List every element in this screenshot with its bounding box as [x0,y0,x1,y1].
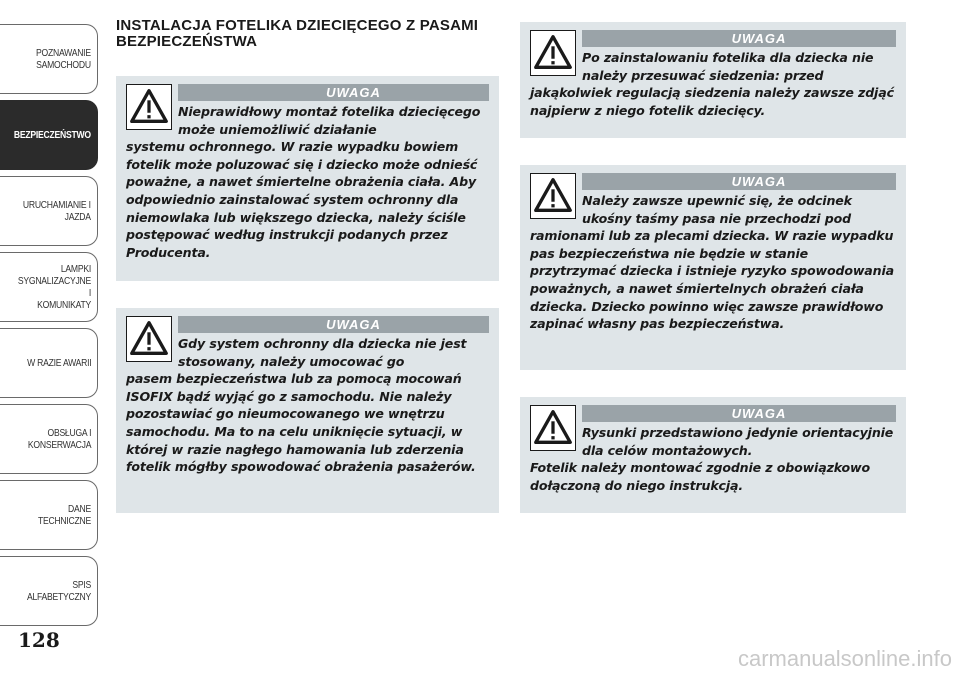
warning-header: UWAGA [178,316,489,333]
warning-box-4 [520,165,906,370]
warning-triangle-icon [530,405,576,451]
page-number: 128 [18,628,60,652]
warning-box-1 [116,76,499,281]
warning-body: jakąkolwiek regulacją siedzenia należy zawsze zdjąć najpierw z niego fotelik dziecięcy. [530,85,894,118]
warning-lead: Po zainstalowaniu fotelika dla dziecka nie należy przesuwać siedzenia: przed [582,50,874,83]
tab-w-razie-awarii[interactable]: W RAZIE AWARII [0,328,98,398]
section-title: INSTALACJA FOTELIKA DZIECIĘCEGO Z PASAMI BEZPIECZEŃSTWA [116,17,479,50]
warning-body: systemu ochronnego. W razie wypadku bowiem fotelik może poluzować się i dziecko może odnieść poważne, a nawet śmiertelne obrażenia ciała. Aby odpowiednio zainstalować system ochronny dla niemowlaka lub większego dziecka, należy ściśle postępować według instrukcji podanych przez Producenta. [126,139,478,260]
warning-header: UWAGA [582,405,896,422]
tab-bezpieczenstwo[interactable]: BEZPIECZEŃSTWO [0,100,98,170]
tab-uruchamianie-i-jazda[interactable]: URUCHAMIANIE I JAZDA [0,176,98,246]
warning-lead: Gdy system ochronny dla dziecka nie jest stosowany, należy umocować go [178,336,467,369]
warning-header: UWAGA [582,173,896,190]
warning-lead: Rysunki przedstawiono jedynie orientacyjnie dla celów montażowych. [582,425,894,458]
warning-triangle-icon [530,173,576,219]
tab-poznawanie-samochodu[interactable]: POZNAWANIE SAMOCHODU [0,24,98,94]
warning-body: ramionami lub za plecami dziecka. W razie wypadku pas bezpieczeństwa nie będzie w stanie przytrzymać dziecka i istnieje ryzyko spowodowania poważnych, a nawet śmiertelnych obrażeń ciała dziecka. Dziecko powinno więc zawsze prawidłowo zapinać własny pas bezpieczeństwa. [530,228,894,332]
tab-dane-techniczne[interactable]: DANE TECHNICZNE [0,480,98,550]
warning-box-3 [520,22,906,138]
warning-body: pasem bezpieczeństwa lub za pomocą mocowań ISOFIX bądź wyjąć go z samochodu. Nie należy pozostawiać go nieumocowanego we wnętrzu samochodu. Ma to na celu uniknięcie sytuacji, w której w razie nagłego hamowania lub zderzenia fotelik mógłby spowodować obrażenia pasażerów. [126,371,476,475]
tab-lampki-sygnalizacyjne[interactable]: LAMPKI SYGNALIZACYJNE I KOMUNIKATY [0,252,98,322]
tab-spis-alfabetyczny[interactable]: SPIS ALFABETYCZNY [0,556,98,626]
warning-header: UWAGA [582,30,896,47]
warning-lead: Należy zawsze upewnić się, że odcinek ukośny taśmy pasa nie przechodzi pod [582,193,852,226]
warning-header: UWAGA [178,84,489,101]
tab-obsluga-i-konserwacja[interactable]: OBSŁUGA I KONSERWACJA [0,404,98,474]
warning-box-5 [520,397,906,513]
warning-triangle-icon [126,84,172,130]
warning-triangle-icon [530,30,576,76]
warning-lead: Nieprawidłowy montaż fotelika dziecięcego może uniemożliwić działanie [178,104,481,137]
watermark: carmanualsonline.info [737,646,952,671]
warning-box-2 [116,308,499,513]
warning-body: Fotelik należy montować zgodnie z obowiązkowo dołączoną do niego instrukcją. [530,460,871,493]
warning-triangle-icon [126,316,172,362]
